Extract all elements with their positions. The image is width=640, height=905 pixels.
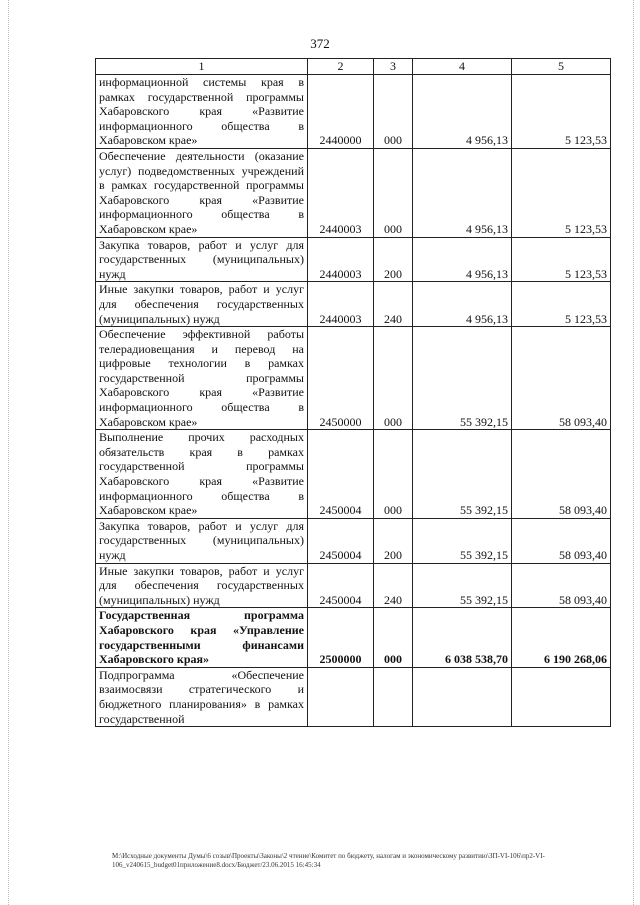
file-path-footer (112, 852, 612, 870)
table-row (96, 148, 611, 237)
table-row (96, 667, 611, 726)
row-value-col5: 58 093,40 (512, 518, 611, 563)
table-row (96, 327, 611, 430)
page-number: 372 (310, 36, 330, 51)
row-code: 2450004 (308, 430, 374, 519)
row-code: 2450004 (308, 518, 374, 563)
row-vr: 200 (374, 237, 413, 282)
row-name: Закупка товаров, работ и услуг для государственных (муниципальных) нужд (96, 237, 308, 282)
row-value-col5: 6 190 268,06 (512, 608, 611, 667)
row-code: 2440003 (308, 148, 374, 237)
row-name: Закупка товаров, работ и услуг для государственных (муниципальных) нужд (96, 518, 308, 563)
row-vr: 240 (374, 282, 413, 327)
row-value-col4: 55 392,15 (413, 563, 512, 608)
table-row (96, 237, 611, 282)
row-name: Государственная программа Хабаровского края «Управление государственными финансами Хабаровского края» (96, 608, 308, 667)
row-value-col5: 5 123,53 (512, 282, 611, 327)
header-col-2: 2 (308, 59, 374, 75)
row-value-col4: 4 956,13 (413, 237, 512, 282)
row-vr: 000 (374, 75, 413, 149)
row-value-col4 (413, 667, 512, 726)
row-name: Подпрограмма «Обеспечение взаимосвязи стратегического и бюджетного планирования» в рамках государственной (96, 667, 308, 726)
table-body (96, 75, 611, 727)
row-value-col5: 5 123,53 (512, 237, 611, 282)
footer-line-1: M:\Исходные документы Думы\6 созыв\Проекты\Законы\2 чтение\Комитет по бюджету, налогам и экономическому развитию\ЗП-VI-106\пр2-VI- (112, 852, 545, 860)
row-vr: 000 (374, 327, 413, 430)
row-value-col4: 55 392,15 (413, 327, 512, 430)
row-name: Обеспечение эффективной работы телерадиовещания и перевод на цифровые технологии в рамках государственной программы Хабаровского края «Развитие информационного общества в Хабаровском крае» (96, 327, 308, 430)
row-value-col4: 4 956,13 (413, 75, 512, 149)
row-value-col4: 4 956,13 (413, 148, 512, 237)
row-vr (374, 667, 413, 726)
row-value-col5: 5 123,53 (512, 75, 611, 149)
row-value-col5: 58 093,40 (512, 327, 611, 430)
header-col-3: 3 (374, 59, 413, 75)
row-name: информационной системы края в рамках государственной программы Хабаровского края «Развитие информационного общества в Хабаровском крае» (96, 75, 308, 149)
table-header-row (96, 59, 611, 75)
row-vr: 200 (374, 518, 413, 563)
header-col-4: 4 (413, 59, 512, 75)
row-code: 2450000 (308, 327, 374, 430)
row-value-col5 (512, 667, 611, 726)
table-row (96, 608, 611, 667)
row-code: 2450004 (308, 563, 374, 608)
row-value-col5: 58 093,40 (512, 563, 611, 608)
row-name: Иные закупки товаров, работ и услуг для обеспечения государственных (муниципальных) нужд (96, 282, 308, 327)
scan-left-edge (8, 0, 9, 905)
row-value-col4: 4 956,13 (413, 282, 512, 327)
table-row (96, 563, 611, 608)
row-name: Выполнение прочих расходных обязательств края в рамках государственной программы Хабаровского края «Развитие информационного общества в Хабаровском крае» (96, 430, 308, 519)
row-value-col5: 5 123,53 (512, 148, 611, 237)
row-vr: 000 (374, 608, 413, 667)
row-value-col5: 58 093,40 (512, 430, 611, 519)
row-code (308, 667, 374, 726)
row-code: 2440003 (308, 237, 374, 282)
row-vr: 240 (374, 563, 413, 608)
footer-line-2: 106_v240615_budget01приложение8.docx/Бюджет/23.06.2015 16:45:34 (112, 861, 321, 869)
row-vr: 000 (374, 148, 413, 237)
budget-table (95, 58, 611, 727)
row-value-col4: 55 392,15 (413, 430, 512, 519)
row-value-col4: 6 038 538,70 (413, 608, 512, 667)
row-value-col4: 55 392,15 (413, 518, 512, 563)
table-row (96, 518, 611, 563)
row-code: 2440003 (308, 282, 374, 327)
scan-right-edge (633, 0, 634, 905)
row-name: Обеспечение деятельности (оказание услуг) подведомственных учреждений в рамках государственной программы Хабаровского края «Развитие информационного общества в Хабаровском крае» (96, 148, 308, 237)
row-vr: 000 (374, 430, 413, 519)
row-code: 2440000 (308, 75, 374, 149)
row-name: Иные закупки товаров, работ и услуг для обеспечения государственных (муниципальных) нужд (96, 563, 308, 608)
header-col-1: 1 (96, 59, 308, 75)
row-code: 2500000 (308, 608, 374, 667)
table-row (96, 430, 611, 519)
table-row (96, 282, 611, 327)
table-row (96, 75, 611, 149)
header-col-5: 5 (512, 59, 611, 75)
